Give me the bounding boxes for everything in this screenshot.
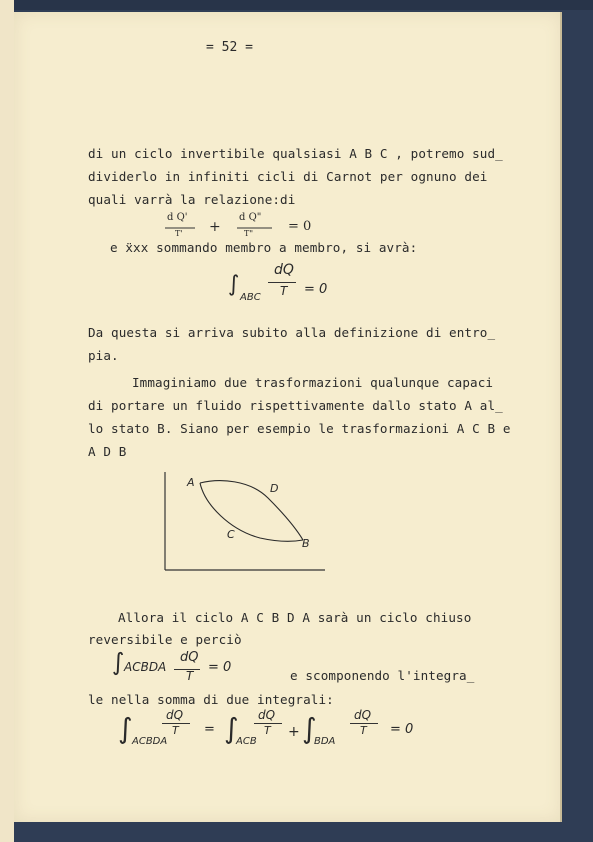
formula4-integral-sign-3: ∫	[302, 712, 317, 745]
diagram-label-b: B	[302, 537, 310, 550]
formula1-term2-denominator: T"	[244, 229, 254, 238]
formula4-subscript-3: BDA	[314, 736, 336, 747]
diagram-label-c: C	[227, 528, 235, 541]
formula3-equals: = 0	[208, 660, 232, 675]
formula1-term2-numerator: d Q"	[239, 212, 262, 223]
scan-border-top	[0, 0, 593, 10]
formula4-denominator-2: T	[264, 724, 271, 737]
formula4-numerator-2: dQ	[258, 708, 276, 722]
text-line-6: pia.	[88, 348, 119, 363]
formula3-denominator: T	[186, 669, 194, 683]
text-line-7: Immaginiamo due trasformazioni qualunque capaci	[132, 375, 494, 390]
formula4-numerator-3: dQ	[354, 708, 372, 722]
formula4-integral-sign-2: ∫	[224, 712, 239, 745]
text-line-9: lo stato B. Siano per esempio le trasformazioni A C B e	[88, 421, 511, 436]
diagram-label-a: A	[187, 476, 195, 489]
diagram-lower-curve-acb	[200, 483, 303, 541]
formula4-subscript-1: ACBDA	[132, 736, 168, 747]
formula1-fraction-bars	[160, 226, 300, 230]
text-line-13: e scomponendo l'integra_	[290, 668, 475, 683]
formula2-subscript: ABC	[240, 292, 261, 303]
formula4-plus: +	[288, 724, 300, 740]
text-line-2: dividerlo in infiniti cicli di Carnot per ognuno dei	[88, 169, 488, 184]
text-line-1: di un ciclo invertibile qualsiasi A B C , potremo sud_	[88, 146, 503, 161]
text-line-5: Da questa si arriva subito alla definizione di entro_	[88, 325, 496, 340]
text-line-8: di portare un fluido rispettivamente dallo stato A al_	[88, 398, 503, 413]
scan-border-left	[0, 0, 14, 842]
formula4-equals-1: =	[204, 722, 215, 737]
formula4-numerator-1: dQ	[166, 708, 184, 722]
formula4-equals-2: = 0	[390, 722, 414, 737]
formula4-subscript-2: ACB	[236, 736, 257, 747]
diagram-label-d: D	[270, 482, 279, 495]
formula2-equals: = 0	[304, 282, 328, 297]
formula1-plus: +	[209, 219, 221, 235]
formula4-denominator-1: T	[172, 724, 179, 737]
cycle-diagram	[160, 470, 330, 590]
formula3-fraction-bar	[174, 668, 206, 671]
text-line-12: reversibile e perciò	[88, 632, 242, 647]
text-line-10: A D B	[88, 444, 127, 459]
formula3-integral-sign: ∫	[112, 648, 125, 676]
text-line-11: Allora il ciclo A C B D A sarà un ciclo chiuso	[118, 610, 472, 625]
formula2-fraction-bar	[268, 281, 300, 284]
formula2-denominator: T	[280, 284, 288, 298]
formula1-term1-numerator: d Q'	[167, 212, 188, 223]
formula4-fraction-bars	[160, 722, 390, 725]
formula1-equals: = 0	[288, 219, 312, 234]
text-line-4: e ẍxx sommando membro a membro, si avrà:	[110, 240, 418, 255]
formula3-numerator: dQ	[180, 650, 199, 665]
formula4-denominator-3: T	[360, 724, 367, 737]
formula4-integral-sign-1: ∫	[118, 712, 133, 745]
formula1-term1-denominator: T'	[175, 229, 183, 238]
formula3-subscript: ACBDA	[124, 660, 167, 674]
formula2-integral-sign: ∫	[228, 272, 240, 297]
text-line-14: le nella somma di due integrali:	[88, 692, 334, 707]
text-line-3: quali varrà la relazione:di	[88, 192, 296, 207]
formula2-numerator: dQ	[274, 262, 294, 278]
page-number: = 52 =	[206, 40, 253, 55]
